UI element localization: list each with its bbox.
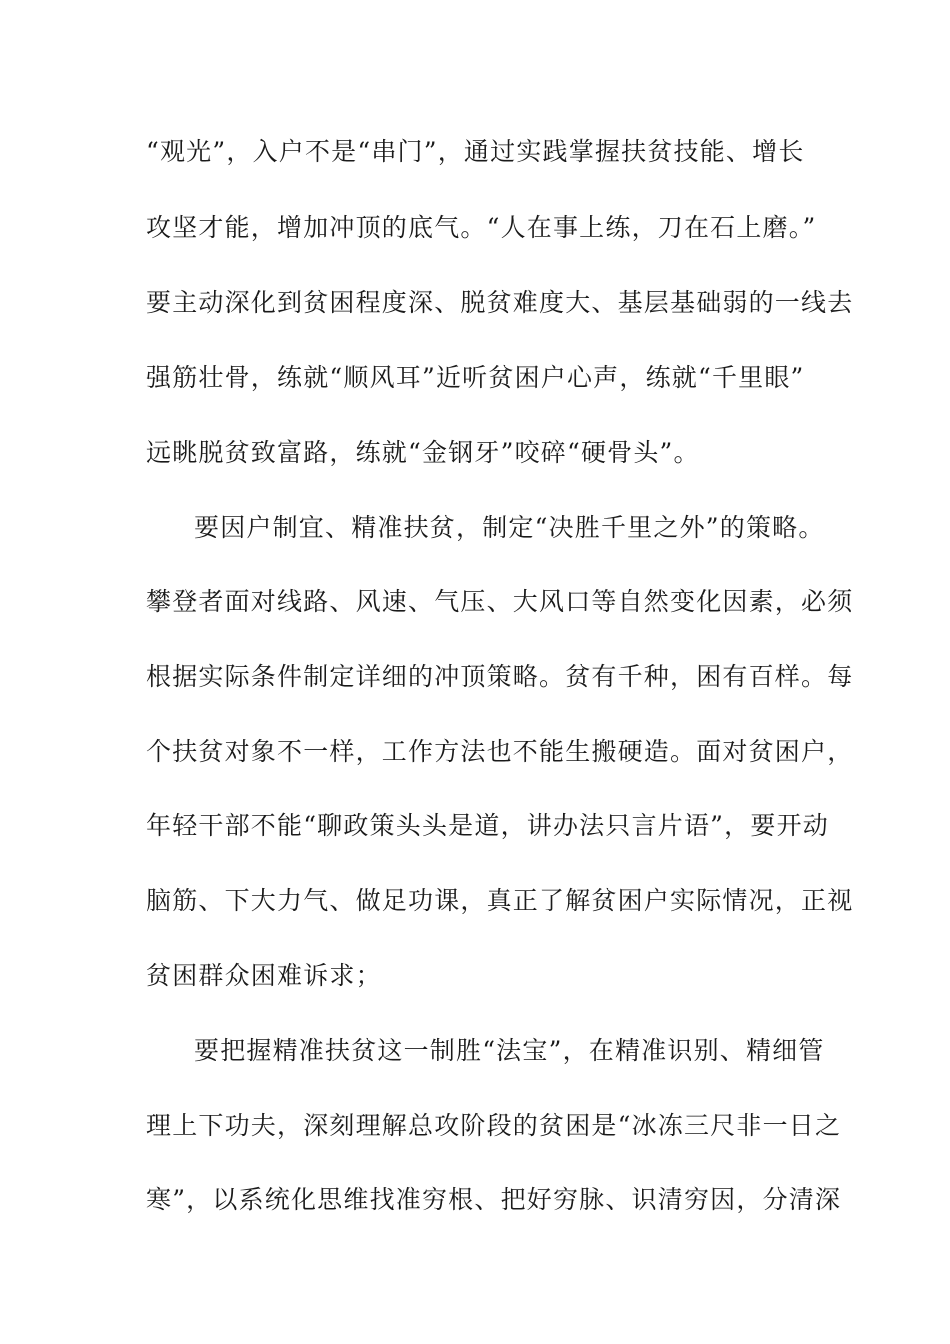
text-line: 寒”，以系统化思维找准穷根、把好穷脉、识清穷因，分清深	[146, 1185, 842, 1214]
text-line: 年轻干部不能“聊政策头头是道，讲办法只言片语”，要开动	[146, 811, 829, 840]
text-line: 要主动深化到贫困程度深、脱贫难度大、基层基础弱的一线去	[146, 288, 854, 317]
text-line: 攀登者面对线路、风速、气压、大风口等自然变化因素，必须	[146, 587, 854, 616]
text-line: 理上下功夫，深刻理解总攻阶段的贫困是“冰冻三尺非一日之	[146, 1111, 842, 1140]
paragraph-first-line: 要把握精准扶贫这一制胜“法宝”，在精准识别、精细管	[194, 1036, 825, 1065]
text-line: “观光”，入户不是“串门”，通过实践掌握扶贫技能、增长	[146, 137, 805, 166]
text-line: 个扶贫对象不一样，工作方法也不能生搬硬造。面对贫困户，	[146, 737, 854, 766]
text-line: 根据实际条件制定详细的冲顶策略。贫有千种，困有百样。每	[146, 662, 854, 691]
text-line: 强筋壮骨，练就“顺风耳”近听贫困户心声，练就“千里眼”	[146, 363, 805, 392]
text-line: 攻坚才能，增加冲顶的底气。“人在事上练，刀在石上磨。”	[146, 213, 817, 242]
paragraph-first-line: 要因户制宜、精准扶贫，制定“决胜千里之外”的策略。	[194, 513, 825, 542]
text-line: 远眺脱贫致富路，练就“金钢牙”咬碎“硬骨头”。	[146, 438, 700, 467]
text-line: 贫困群众困难诉求；	[146, 961, 382, 990]
text-line: 脑筋、下大力气、做足功课，真正了解贫困户实际情况，正视	[146, 886, 854, 915]
